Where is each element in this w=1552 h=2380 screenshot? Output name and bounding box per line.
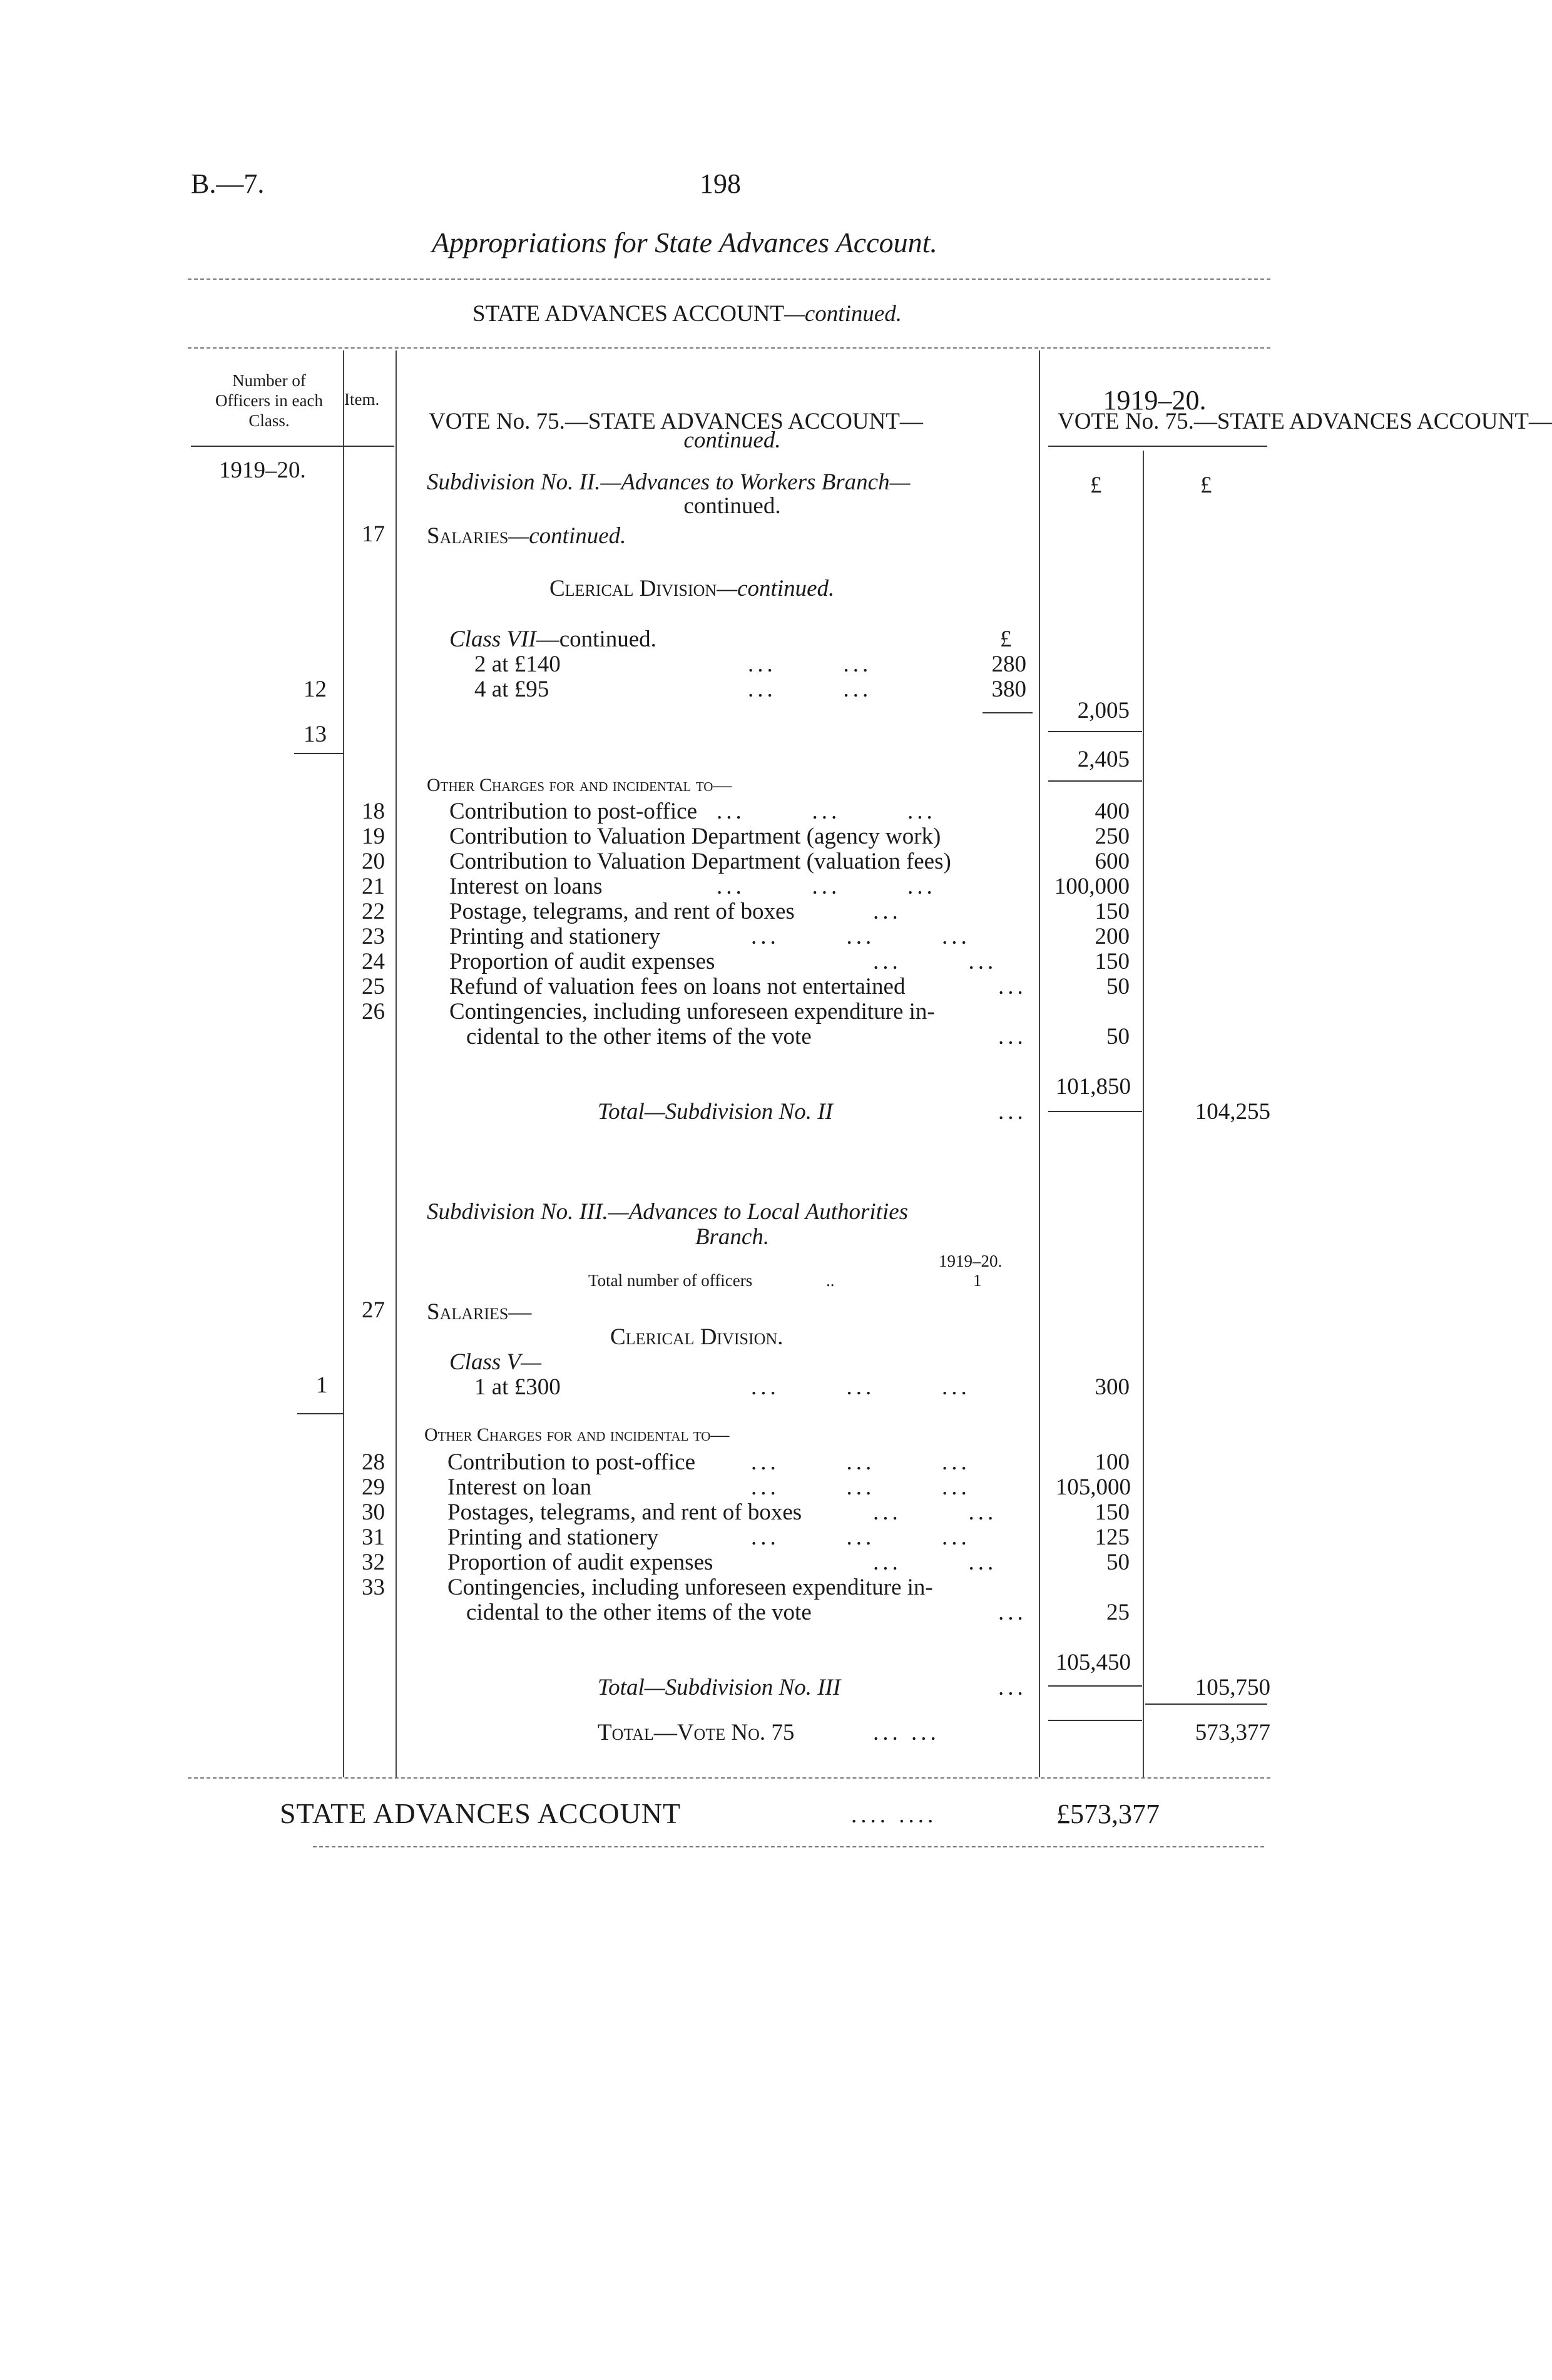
table-bottom-rule bbox=[188, 1777, 1270, 1779]
sub3-heading-cont: Branch. bbox=[695, 1224, 770, 1250]
table-top-rule bbox=[188, 347, 1270, 349]
sub2-charge-item: 26 bbox=[362, 999, 385, 1024]
sub3-charge-dots: ... ... bbox=[873, 1550, 998, 1575]
sub2-class-row-2-dots: ... ... bbox=[748, 677, 872, 702]
sub3-class-row-label: 1 at £300 bbox=[474, 1374, 561, 1400]
sub3-charge-label: Interest on loan bbox=[447, 1474, 592, 1500]
vote-total-label-text: Total—Vote No. 75 bbox=[598, 1720, 795, 1745]
officers-header-line2: Officers in each bbox=[215, 391, 323, 410]
sub2-salaries-text: Salaries bbox=[427, 523, 509, 549]
sub2-class-pound: £ bbox=[1000, 626, 1012, 652]
sub2-charge-amount: 250 bbox=[1095, 824, 1130, 849]
sub3-charge-item: 33 bbox=[362, 1575, 385, 1600]
sub2-charge-amount: 100,000 bbox=[1054, 874, 1130, 899]
sub2-class-cont: —continued. bbox=[536, 626, 656, 652]
sub2-charge-label: Contribution to Valuation Department (agency work) bbox=[449, 824, 941, 849]
sub2-class-row-1-amount: 280 bbox=[991, 651, 1026, 677]
year-left: 1919–20. bbox=[219, 457, 306, 483]
pound-sign-2: £ bbox=[1200, 472, 1212, 498]
sub2-other-charges: Other Charges for and incidental to— bbox=[427, 775, 732, 795]
officers-header-line1: Number of bbox=[232, 371, 306, 390]
sub3-officers-dots: .. bbox=[826, 1271, 835, 1290]
sub3-salaries-item: 27 bbox=[362, 1297, 385, 1323]
sub3-charge-label: Postages, telegrams, and rent of boxes bbox=[447, 1499, 802, 1525]
sub2-subtotal-2: 2,405 bbox=[1077, 747, 1130, 772]
sub3-other-charges: Other Charges for and incidental to— bbox=[424, 1424, 730, 1445]
sub2-subtotal-2-rule bbox=[1048, 780, 1142, 782]
vote-heading-cont: continued. bbox=[683, 427, 781, 453]
sub3-charge-dots: ... ... ... bbox=[751, 1474, 971, 1500]
sub3-year: 1919–20. bbox=[939, 1252, 1003, 1270]
sub3-charge-amount: 100 bbox=[1095, 1449, 1130, 1475]
sub2-contingencies-line2: cidental to the other items of the vote bbox=[466, 1024, 812, 1050]
account-heading-text: STATE ADVANCES ACCOUNT bbox=[472, 301, 784, 327]
sub2-charge-amount: 400 bbox=[1095, 799, 1130, 824]
sub2-class-row-2-label: 4 at £95 bbox=[474, 677, 549, 702]
sub2-charge-item: 19 bbox=[362, 824, 385, 849]
sub2-clerical bbox=[549, 577, 834, 600]
sub3-total-dots: ... bbox=[998, 1675, 1027, 1700]
sub2-charge-label: Contribution to post-office bbox=[449, 799, 697, 824]
sub2-salaries-item: 17 bbox=[362, 521, 385, 547]
sub2-charge-amount: 600 bbox=[1095, 849, 1130, 874]
sub3-contingencies-line2: cidental to the other items of the vote bbox=[466, 1600, 812, 1625]
sub2-total: 104,255 bbox=[1195, 1099, 1270, 1125]
sub2-charge-dots: ... ... ... bbox=[751, 924, 971, 949]
sub3-charge-item: 32 bbox=[362, 1550, 385, 1575]
page-title: Appropriations for State Advances Account. bbox=[432, 227, 937, 258]
sub2-clerical-text: Clerical Division bbox=[549, 576, 717, 601]
sub2-heading-cont: continued. bbox=[683, 493, 781, 519]
footer-dots: .... .... bbox=[851, 1802, 937, 1828]
item-column-header: Item. bbox=[344, 390, 380, 409]
sub2-heading: Subdivision No. II.—Advances to Workers Branch— bbox=[427, 469, 911, 495]
sub2-class-row-1-dots: ... ... bbox=[748, 651, 872, 677]
sub2-charge-label: Contribution to Valuation Department (valuation fees) bbox=[449, 849, 951, 874]
column-divider-amounts bbox=[1143, 451, 1144, 1777]
sub3-charge-amount: 105,000 bbox=[1055, 1474, 1131, 1500]
pound-sign-1: £ bbox=[1090, 472, 1102, 498]
header-rule bbox=[188, 278, 1270, 280]
sub2-officers-13: 13 bbox=[304, 722, 327, 747]
sub2-clerical-cont: —continued. bbox=[717, 576, 835, 601]
vote-total-dots: ... ... bbox=[873, 1720, 940, 1745]
sub2-charge-amount: 50 bbox=[1106, 974, 1130, 999]
sub2-total-label: Total—Subdivision No. II bbox=[598, 1099, 833, 1125]
sub3-charge-amount: 125 bbox=[1095, 1525, 1130, 1550]
sub2-charge-item: 25 bbox=[362, 974, 385, 999]
vote-total-rule-left bbox=[1048, 1720, 1142, 1721]
sub2-subtotal-1: 2,005 bbox=[1077, 698, 1130, 723]
footer-rule bbox=[313, 1846, 1264, 1847]
sub3-contingencies-dots: ... bbox=[998, 1600, 1027, 1625]
sub2-officers-rule bbox=[294, 753, 344, 754]
sub3-clerical: Clerical Division. bbox=[610, 1324, 784, 1350]
vote-total-amount: 573,377 bbox=[1195, 1720, 1270, 1745]
sub3-class-label: Class V— bbox=[449, 1349, 542, 1375]
sub2-officers-12: 12 bbox=[304, 677, 327, 702]
sub3-charge-label: Contribution to post-office bbox=[447, 1449, 695, 1475]
page-reference: B.—7. bbox=[191, 168, 265, 199]
sub2-charges-total-rule bbox=[1048, 1111, 1142, 1112]
sub3-charge-label: Proportion of audit expenses bbox=[447, 1550, 713, 1575]
sub3-charge-item: 28 bbox=[362, 1449, 385, 1475]
sub2-contingencies-dots: ... bbox=[998, 1024, 1027, 1050]
sub2-subtotal-rule bbox=[1048, 731, 1142, 732]
sub3-total: 105,750 bbox=[1195, 1675, 1270, 1700]
sub2-charge-label: Proportion of audit expenses bbox=[449, 949, 715, 974]
amounts-header-rule bbox=[1048, 446, 1267, 447]
sub3-charge-amount: 150 bbox=[1095, 1499, 1130, 1525]
sub2-charge-amount: 200 bbox=[1095, 924, 1130, 949]
sub2-charges-total: 101,850 bbox=[1055, 1074, 1131, 1100]
sub3-class-row-amount: 300 bbox=[1095, 1374, 1130, 1400]
sub2-charge-label: Interest on loans bbox=[449, 874, 603, 899]
officers-column-header bbox=[194, 370, 344, 431]
sub3-officers-rule bbox=[297, 1413, 344, 1414]
sub3-officers-label: Total number of officers bbox=[588, 1271, 753, 1290]
sub2-class bbox=[449, 628, 656, 651]
sub2-charge-amount: 150 bbox=[1095, 899, 1130, 924]
sub2-charge-amount: 150 bbox=[1095, 949, 1130, 974]
sub2-contingencies-amount: 50 bbox=[1106, 1024, 1130, 1050]
sub3-charge-item: 31 bbox=[362, 1525, 385, 1550]
account-heading bbox=[472, 302, 902, 325]
column-divider-item bbox=[396, 350, 397, 1777]
sub3-charge-label: Printing and stationery bbox=[447, 1525, 659, 1550]
sub3-total-rule bbox=[1145, 1703, 1267, 1705]
sub3-charge-dots: ... ... ... bbox=[751, 1449, 971, 1475]
sub2-charge-item: 21 bbox=[362, 874, 385, 899]
sub3-charge-item: 29 bbox=[362, 1474, 385, 1500]
officers-header-rule bbox=[191, 446, 394, 447]
sub3-class-row-dots: ... ... ... bbox=[751, 1374, 971, 1400]
sub2-charge-dots: ... ... bbox=[873, 949, 998, 974]
sub3-officers-count: 1 bbox=[973, 1271, 982, 1290]
sub3-salaries: Salaries— bbox=[427, 1299, 532, 1325]
sub2-class-label: Class VII bbox=[449, 626, 536, 652]
sub2-charge-item: 22 bbox=[362, 899, 385, 924]
sub2-total-dots: ... bbox=[998, 1099, 1027, 1125]
sub3-total-label: Total—Subdivision No. III bbox=[598, 1675, 841, 1700]
sub3-charge-dots: ... ... bbox=[873, 1499, 998, 1525]
sub2-charge-dots: ... bbox=[998, 974, 1027, 999]
page-number: 198 bbox=[700, 168, 741, 199]
sub3-contingencies-amount: 25 bbox=[1106, 1600, 1130, 1625]
sub3-charge-dots: ... ... ... bbox=[751, 1525, 971, 1550]
sub2-salaries-cont: —continued. bbox=[508, 523, 626, 549]
sub2-salaries bbox=[427, 524, 626, 548]
vote-total-label bbox=[598, 1721, 794, 1744]
column-divider-officers bbox=[343, 350, 344, 1777]
sub2-charge-label: Refund of valuation fees on loans not entertained bbox=[449, 974, 906, 999]
sub3-class-row-officers: 1 bbox=[316, 1372, 328, 1398]
sub2-charge-dots: ... ... ... bbox=[717, 799, 936, 824]
sub2-charge-label: Postage, telegrams, and rent of boxes bbox=[449, 899, 795, 924]
sub2-charge-item: 24 bbox=[362, 949, 385, 974]
sub3-charge-amount: 50 bbox=[1106, 1550, 1130, 1575]
sub2-charge-dots: ... ... ... bbox=[717, 874, 936, 899]
sub2-class-rule bbox=[983, 712, 1033, 713]
sub2-charge-dots: ... bbox=[873, 899, 902, 924]
vote-heading-line: VOTE No. 75.—STATE ADVANCES ACCOUNT— bbox=[429, 409, 923, 434]
year-column-header: 1919–20. bbox=[1103, 385, 1207, 416]
column-divider-details bbox=[1039, 350, 1040, 1777]
sub2-charge-item: 20 bbox=[362, 849, 385, 874]
sub2-charge-label: Contingencies, including unforeseen expenditure in- bbox=[449, 999, 935, 1024]
footer-label: STATE ADVANCES ACCOUNT bbox=[280, 1797, 682, 1829]
account-heading-cont: —continued. bbox=[784, 301, 902, 327]
sub3-charge-item: 30 bbox=[362, 1499, 385, 1525]
sub3-charges-total: 105,450 bbox=[1055, 1650, 1131, 1675]
sub3-charge-label: Contingencies, including unforeseen expenditure in- bbox=[447, 1575, 933, 1600]
sub2-class-row-1-label: 2 at £140 bbox=[474, 651, 561, 677]
sub2-charge-label: Printing and stationery bbox=[449, 924, 661, 949]
sub3-charges-total-rule bbox=[1048, 1685, 1142, 1687]
sub3-heading: Subdivision No. III.—Advances to Local Authorities bbox=[427, 1199, 909, 1225]
footer-amount: £573,377 bbox=[1056, 1799, 1160, 1829]
vote-heading: VOTE No. 75.—STATE ADVANCES ACCOUNT— bbox=[1058, 409, 1552, 434]
sub2-charge-item: 18 bbox=[362, 799, 385, 824]
officers-header-line3: Class. bbox=[248, 411, 290, 430]
sub2-charge-item: 23 bbox=[362, 924, 385, 949]
sub2-class-row-2-amount: 380 bbox=[991, 677, 1026, 702]
